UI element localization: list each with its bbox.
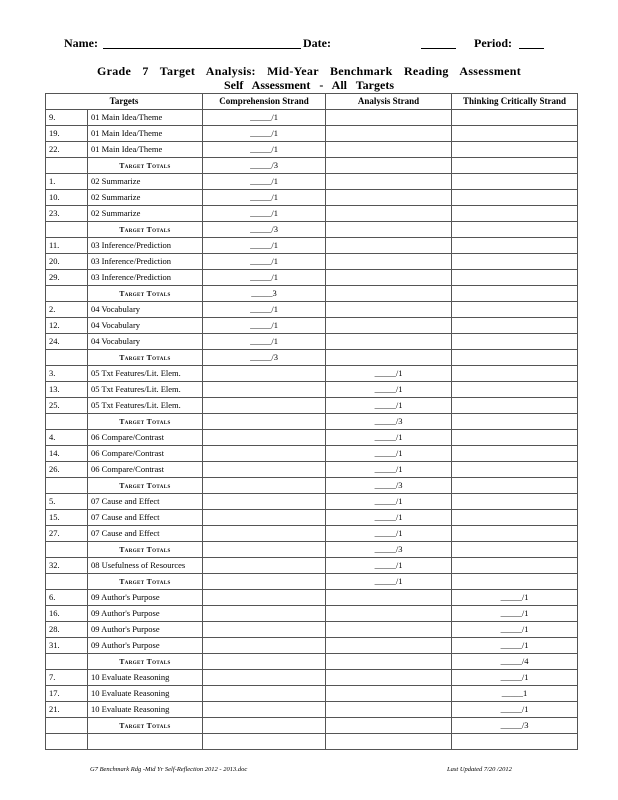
comprehension-score-cell: [203, 414, 326, 430]
comprehension-score-cell: [203, 366, 326, 382]
thinking-critically-score-cell: [452, 286, 578, 302]
target-name-cell: 01 Main Idea/Theme: [88, 142, 203, 158]
thinking-critically-score-cell: [452, 334, 578, 350]
target-name-cell: 10 Evaluate Reasoning: [88, 670, 203, 686]
analysis-score-cell[interactable]: _____/3: [326, 414, 452, 430]
target-analysis-table: [45, 93, 578, 750]
comprehension-score-cell[interactable]: _____/3: [203, 222, 326, 238]
analysis-score-cell[interactable]: _____/3: [326, 542, 452, 558]
target-name-cell: 05 Txt Features/Lit. Elem.: [88, 382, 203, 398]
comprehension-score-cell: [203, 430, 326, 446]
question-number-cell: 5.: [46, 494, 88, 510]
analysis-score-cell: [326, 350, 452, 366]
thinking-critically-score-cell: [452, 222, 578, 238]
name-field[interactable]: [103, 48, 301, 49]
question-number-cell: [46, 734, 88, 750]
comprehension-score-cell: [203, 734, 326, 750]
thinking-critically-score-cell: [452, 318, 578, 334]
table-row: [46, 110, 578, 126]
analysis-score-cell[interactable]: _____/1: [326, 462, 452, 478]
comprehension-score-cell: [203, 526, 326, 542]
question-number-cell: 23.: [46, 206, 88, 222]
thinking-critically-score-cell: [452, 270, 578, 286]
analysis-score-cell: [326, 702, 452, 718]
analysis-score-cell[interactable]: _____/1: [326, 510, 452, 526]
table-row: [46, 302, 578, 318]
target-name-cell: Target Totals: [88, 574, 203, 590]
target-name-cell: 06 Compare/Contrast: [88, 462, 203, 478]
analysis-score-cell[interactable]: _____/1: [326, 366, 452, 382]
comprehension-score-cell[interactable]: _____/1: [203, 142, 326, 158]
thinking-critically-score-cell: [452, 238, 578, 254]
comprehension-score-cell[interactable]: _____/3: [203, 158, 326, 174]
comprehension-score-cell[interactable]: _____/1: [203, 270, 326, 286]
analysis-score-cell: [326, 686, 452, 702]
thinking-critically-score-cell: [452, 510, 578, 526]
thinking-critically-score-cell: [452, 382, 578, 398]
table-row: [46, 398, 578, 414]
question-number-cell: 15.: [46, 510, 88, 526]
table-row: [46, 238, 578, 254]
comprehension-score-cell: [203, 574, 326, 590]
analysis-score-cell: [326, 302, 452, 318]
thinking-critically-score-cell: [452, 430, 578, 446]
comprehension-score-cell: [203, 606, 326, 622]
analysis-score-cell: [326, 590, 452, 606]
question-number-cell: [46, 414, 88, 430]
table-row: [46, 686, 578, 702]
table-row: [46, 270, 578, 286]
col-header-analysis: Analysis Strand: [326, 94, 452, 110]
target-totals-row: [46, 654, 578, 670]
analysis-score-cell[interactable]: _____/1: [326, 430, 452, 446]
thinking-critically-score-cell[interactable]: _____1: [452, 686, 578, 702]
target-name-cell: 02 Summarize: [88, 190, 203, 206]
table-row: [46, 126, 578, 142]
target-name-cell: Target Totals: [88, 222, 203, 238]
target-name-cell: 05 Txt Features/Lit. Elem.: [88, 398, 203, 414]
target-totals-row: [46, 478, 578, 494]
thinking-critically-score-cell: [452, 142, 578, 158]
name-label: Name:: [64, 36, 98, 50]
table-row: [46, 494, 578, 510]
table-row: [46, 526, 578, 542]
target-name-cell: 04 Vocabulary: [88, 334, 203, 350]
thinking-critically-score-cell[interactable]: _____/1: [452, 590, 578, 606]
analysis-score-cell: [326, 622, 452, 638]
analysis-score-cell: [326, 718, 452, 734]
target-name-cell: Target Totals: [88, 654, 203, 670]
question-number-cell: 10.: [46, 190, 88, 206]
target-name-cell: Target Totals: [88, 542, 203, 558]
comprehension-score-cell: [203, 670, 326, 686]
table-row: [46, 510, 578, 526]
thinking-critically-score-cell: [452, 366, 578, 382]
comprehension-score-cell: [203, 542, 326, 558]
target-name-cell: 09 Author's Purpose: [88, 590, 203, 606]
table-body: [46, 110, 578, 750]
analysis-score-cell[interactable]: _____/3: [326, 478, 452, 494]
analysis-score-cell: [326, 654, 452, 670]
thinking-critically-score-cell: [452, 174, 578, 190]
thinking-critically-score-cell: [452, 254, 578, 270]
analysis-score-cell: [326, 238, 452, 254]
analysis-score-cell[interactable]: _____/1: [326, 494, 452, 510]
analysis-score-cell[interactable]: _____/1: [326, 574, 452, 590]
analysis-score-cell: [326, 126, 452, 142]
title-line-2: Self Assessment - All Targets: [223, 78, 394, 92]
target-totals-row: [46, 542, 578, 558]
target-name-cell: 10 Evaluate Reasoning: [88, 702, 203, 718]
target-name-cell: 07 Cause and Effect: [88, 494, 203, 510]
target-name-cell: 07 Cause and Effect: [88, 510, 203, 526]
comprehension-score-cell: [203, 510, 326, 526]
target-totals-row: [46, 222, 578, 238]
thinking-critically-score-cell: [452, 734, 578, 750]
thinking-critically-score-cell: [452, 526, 578, 542]
thinking-critically-score-cell[interactable]: _____/1: [452, 638, 578, 654]
table-header-row: [46, 94, 578, 110]
thinking-critically-score-cell: [452, 110, 578, 126]
comprehension-score-cell: [203, 478, 326, 494]
question-number-cell: 3.: [46, 366, 88, 382]
target-name-cell: 03 Inference/Prediction: [88, 254, 203, 270]
comprehension-score-cell: [203, 718, 326, 734]
col-header-comprehension: Comprehension Strand: [203, 94, 326, 110]
analysis-score-cell: [326, 270, 452, 286]
comprehension-score-cell: [203, 686, 326, 702]
target-totals-row: [46, 286, 578, 302]
thinking-critically-score-cell[interactable]: _____/1: [452, 702, 578, 718]
question-number-cell: [46, 158, 88, 174]
table-row: [46, 174, 578, 190]
question-number-cell: 19.: [46, 126, 88, 142]
table-row: [46, 142, 578, 158]
question-number-cell: 9.: [46, 110, 88, 126]
table-row: [46, 734, 578, 750]
question-number-cell: [46, 718, 88, 734]
question-number-cell: 13.: [46, 382, 88, 398]
comprehension-score-cell[interactable]: _____/1: [203, 110, 326, 126]
table-row: [46, 430, 578, 446]
analysis-score-cell: [326, 142, 452, 158]
thinking-critically-score-cell[interactable]: _____/4: [452, 654, 578, 670]
thinking-critically-score-cell: [452, 190, 578, 206]
target-name-cell: 08 Usefulness of Resources: [88, 558, 203, 574]
question-number-cell: 22.: [46, 142, 88, 158]
analysis-score-cell: [326, 670, 452, 686]
table-row: [46, 190, 578, 206]
analysis-score-cell: [326, 206, 452, 222]
analysis-score-cell: [326, 158, 452, 174]
comprehension-score-cell: [203, 622, 326, 638]
question-number-cell: [46, 478, 88, 494]
thinking-critically-score-cell: [452, 158, 578, 174]
comprehension-score-cell: [203, 702, 326, 718]
target-name-cell: 03 Inference/Prediction: [88, 238, 203, 254]
comprehension-score-cell: [203, 398, 326, 414]
comprehension-score-cell: [203, 382, 326, 398]
thinking-critically-score-cell: [452, 462, 578, 478]
comprehension-score-cell[interactable]: _____/1: [203, 318, 326, 334]
table-row: [46, 366, 578, 382]
target-totals-row: [46, 158, 578, 174]
comprehension-score-cell: [203, 446, 326, 462]
analysis-score-cell: [326, 110, 452, 126]
question-number-cell: [46, 654, 88, 670]
table-row: [46, 638, 578, 654]
comprehension-score-cell[interactable]: _____/1: [203, 174, 326, 190]
analysis-score-cell: [326, 254, 452, 270]
analysis-score-cell: [326, 334, 452, 350]
thinking-critically-score-cell: [452, 542, 578, 558]
thinking-critically-score-cell: [452, 574, 578, 590]
comprehension-score-cell[interactable]: _____/1: [203, 254, 326, 270]
comprehension-score-cell[interactable]: _____/3: [203, 350, 326, 366]
question-number-cell: 14.: [46, 446, 88, 462]
table-row: [46, 382, 578, 398]
col-header-targets: Targets: [46, 94, 203, 110]
target-name-cell: 09 Author's Purpose: [88, 606, 203, 622]
analysis-score-cell: [326, 286, 452, 302]
analysis-score-cell: [326, 638, 452, 654]
question-number-cell: 26.: [46, 462, 88, 478]
comprehension-score-cell[interactable]: _____/1: [203, 126, 326, 142]
comprehension-score-cell[interactable]: _____/1: [203, 190, 326, 206]
target-totals-row: [46, 718, 578, 734]
table-row: [46, 670, 578, 686]
target-name-cell: 09 Author's Purpose: [88, 638, 203, 654]
question-number-cell: 4.: [46, 430, 88, 446]
target-name-cell: 01 Main Idea/Theme: [88, 110, 203, 126]
question-number-cell: [46, 350, 88, 366]
thinking-critically-score-cell: [452, 446, 578, 462]
question-number-cell: 6.: [46, 590, 88, 606]
thinking-critically-score-cell: [452, 414, 578, 430]
thinking-critically-score-cell: [452, 350, 578, 366]
question-number-cell: 2.: [46, 302, 88, 318]
table-row: [46, 334, 578, 350]
table-row: [46, 606, 578, 622]
thinking-critically-score-cell: [452, 478, 578, 494]
target-name-cell: Target Totals: [88, 718, 203, 734]
document-title: [0, 64, 618, 92]
analysis-score-cell[interactable]: _____/1: [326, 526, 452, 542]
comprehension-score-cell[interactable]: _____/1: [203, 206, 326, 222]
question-number-cell: 17.: [46, 686, 88, 702]
analysis-score-cell: [326, 174, 452, 190]
table-row: [46, 206, 578, 222]
comprehension-score-cell[interactable]: _____3: [203, 286, 326, 302]
analysis-score-cell: [326, 318, 452, 334]
date-field[interactable]: [421, 48, 456, 49]
question-number-cell: 32.: [46, 558, 88, 574]
period-field[interactable]: [519, 48, 544, 49]
analysis-score-cell[interactable]: _____/1: [326, 558, 452, 574]
thinking-critically-score-cell: [452, 302, 578, 318]
title-line-1: Grade 7 Target Analysis: Mid-Year Benchmark Reading Assessment: [96, 64, 522, 78]
target-name-cell: 03 Inference/Prediction: [88, 270, 203, 286]
target-name-cell: 02 Summarize: [88, 174, 203, 190]
question-number-cell: [46, 574, 88, 590]
thinking-critically-score-cell: [452, 206, 578, 222]
target-totals-row: [46, 350, 578, 366]
target-name-cell: 06 Compare/Contrast: [88, 446, 203, 462]
table-row: [46, 702, 578, 718]
analysis-score-cell: [326, 190, 452, 206]
target-totals-row: [46, 414, 578, 430]
period-label: Period:: [474, 36, 512, 50]
question-number-cell: 12.: [46, 318, 88, 334]
target-name-cell: 07 Cause and Effect: [88, 526, 203, 542]
target-name-cell: Target Totals: [88, 158, 203, 174]
analysis-score-cell: [326, 734, 452, 750]
question-number-cell: [46, 222, 88, 238]
target-name-cell: 02 Summarize: [88, 206, 203, 222]
table-row: [46, 558, 578, 574]
thinking-critically-score-cell: [452, 494, 578, 510]
thinking-critically-score-cell[interactable]: _____/1: [452, 606, 578, 622]
question-number-cell: 28.: [46, 622, 88, 638]
comprehension-score-cell: [203, 558, 326, 574]
table-row: [46, 318, 578, 334]
question-number-cell: 24.: [46, 334, 88, 350]
table-row: [46, 590, 578, 606]
comprehension-score-cell: [203, 590, 326, 606]
analysis-score-cell: [326, 222, 452, 238]
table-row: [46, 462, 578, 478]
thinking-critically-score-cell[interactable]: _____/1: [452, 670, 578, 686]
header-row: [0, 36, 618, 52]
question-number-cell: 29.: [46, 270, 88, 286]
target-name-cell: 10 Evaluate Reasoning: [88, 686, 203, 702]
comprehension-score-cell: [203, 638, 326, 654]
comprehension-score-cell: [203, 494, 326, 510]
analysis-score-cell[interactable]: _____/1: [326, 382, 452, 398]
analysis-score-cell[interactable]: _____/1: [326, 398, 452, 414]
question-number-cell: 20.: [46, 254, 88, 270]
comprehension-score-cell: [203, 654, 326, 670]
question-number-cell: [46, 286, 88, 302]
question-number-cell: 27.: [46, 526, 88, 542]
question-number-cell: 25.: [46, 398, 88, 414]
target-name-cell: Target Totals: [88, 350, 203, 366]
thinking-critically-score-cell[interactable]: _____/3: [452, 718, 578, 734]
comprehension-score-cell[interactable]: _____/1: [203, 334, 326, 350]
thinking-critically-score-cell[interactable]: _____/1: [452, 622, 578, 638]
question-number-cell: 31.: [46, 638, 88, 654]
footer-filename: G7 Benchmark Rdg -Mid Yr Self-Reflection 2012 - 2013.doc: [90, 766, 248, 773]
question-number-cell: 16.: [46, 606, 88, 622]
analysis-score-cell: [326, 606, 452, 622]
table-row: [46, 254, 578, 270]
footer-updated: Last Updated 7/20 /2012: [447, 766, 512, 773]
question-number-cell: 1.: [46, 174, 88, 190]
date-label: Date:: [303, 36, 331, 50]
target-totals-row: [46, 574, 578, 590]
comprehension-score-cell: [203, 462, 326, 478]
target-name-cell: Target Totals: [88, 414, 203, 430]
target-name-cell: Target Totals: [88, 478, 203, 494]
thinking-critically-score-cell: [452, 558, 578, 574]
target-name-cell: [88, 734, 203, 750]
table-row: [46, 446, 578, 462]
question-number-cell: [46, 542, 88, 558]
target-name-cell: 01 Main Idea/Theme: [88, 126, 203, 142]
comprehension-score-cell[interactable]: _____/1: [203, 302, 326, 318]
target-name-cell: 04 Vocabulary: [88, 302, 203, 318]
target-name-cell: Target Totals: [88, 286, 203, 302]
target-name-cell: 04 Vocabulary: [88, 318, 203, 334]
comprehension-score-cell[interactable]: _____/1: [203, 238, 326, 254]
target-name-cell: 05 Txt Features/Lit. Elem.: [88, 366, 203, 382]
question-number-cell: 7.: [46, 670, 88, 686]
thinking-critically-score-cell: [452, 398, 578, 414]
question-number-cell: 21.: [46, 702, 88, 718]
table-row: [46, 622, 578, 638]
thinking-critically-score-cell: [452, 126, 578, 142]
target-name-cell: 09 Author's Purpose: [88, 622, 203, 638]
target-name-cell: 06 Compare/Contrast: [88, 430, 203, 446]
analysis-score-cell[interactable]: _____/1: [326, 446, 452, 462]
col-header-thinking-critically: Thinking Critically Strand: [452, 94, 578, 110]
question-number-cell: 11.: [46, 238, 88, 254]
